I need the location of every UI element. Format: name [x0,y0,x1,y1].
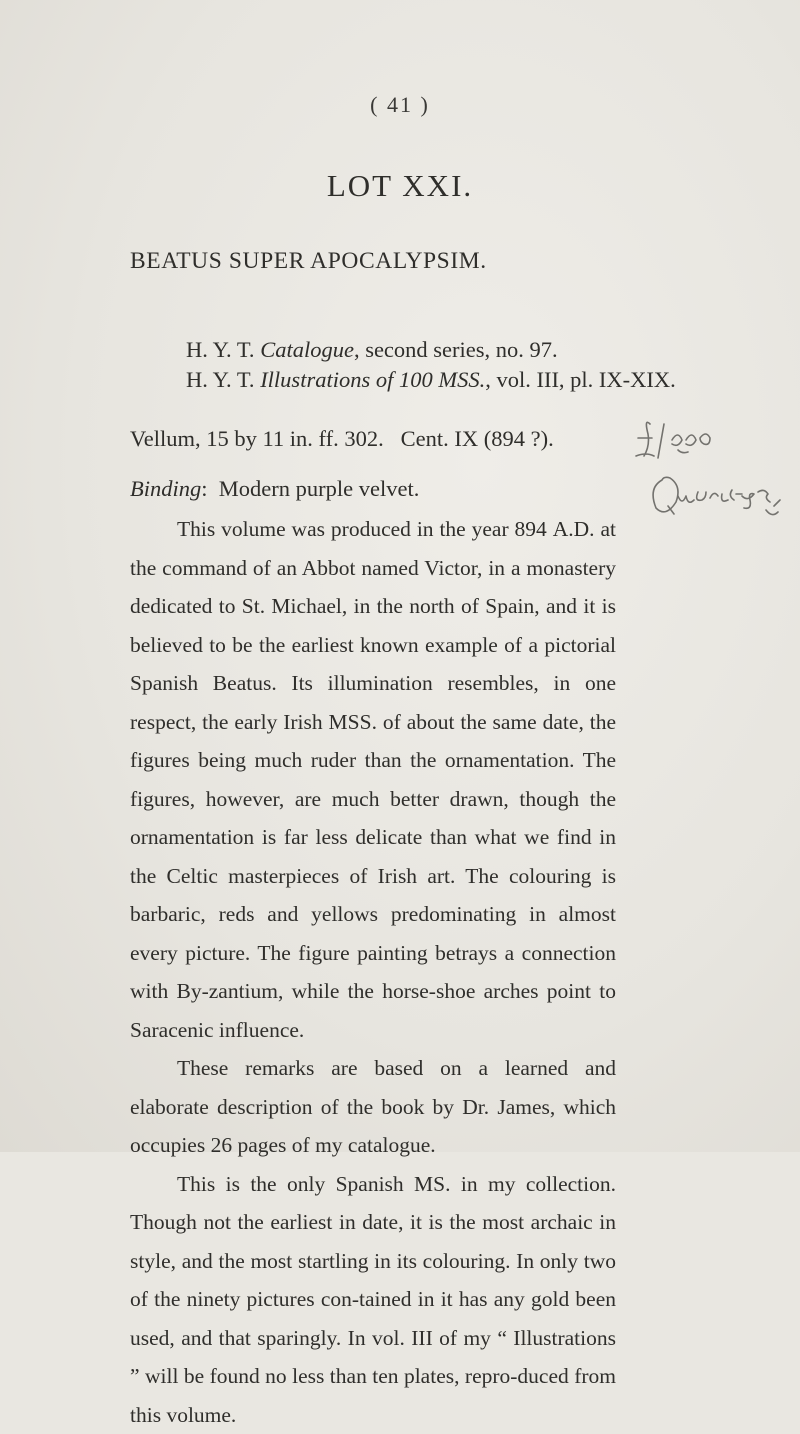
reference-catalogue [186,337,558,363]
paragraph-1 [130,510,616,1049]
reference-prefix: H. Y. T. [186,337,260,362]
vellum-description: Vellum, 15 by 11 in. ff. 302. Cent. IX (894 ?). [130,426,554,452]
description-body [130,510,616,1434]
reference-illustrations [186,367,676,393]
page-number: ( 41 ) [0,92,800,118]
era-label: A.D. [553,517,595,541]
lot-heading: LOT XXI. [0,168,800,204]
paragraph-3: This is the only Spanish MS. in my collection. Though not the earliest in date, it is the most archaic in style, and the most startling in its colouring. In only two of the ninety pictures con-tained in it has any gold been used, and that sparingly. In vol. III of my “ Illustrations ” will be found no less than ten plates, repro-duced from this volume. [130,1165,616,1434]
paragraph-1-part-1: This volume was produced in the year 894 [177,517,553,541]
binding-value: : Modern purple velvet. [201,476,419,501]
work-title: BEATUS SUPER APOCALYPSIM. [130,248,487,275]
paragraph-1-part-2: at the command of an Abbot named Victor, in a monastery dedicated to St. Michael, in the north of Spain, and it is believed to be the earliest known example of a pictorial Spanish Beatus. Its illumination resembles, in one respect, the early Irish MSS. of about the same date, the figures being much ruder than the ornamentation. The figures, however, are much better drawn, though the ornamentation is far less delicate than what we find in the Celtic masterpieces of Irish art. The colouring is barbaric, reds and yellows predominating in almost every picture. The figure painting betrays a connection with By-zantium, while the horse-shoe arches point to Saracenic influence. [130,517,616,1042]
handwritten-annotation [628,410,800,540]
reference-suffix: , vol. III, pl. IX-XIX. [485,367,676,392]
binding-label: Binding [130,476,201,501]
pencil-note-icon [628,410,800,540]
paragraph-2: These remarks are based on a learned and elaborate description of the book by Dr. James, which occupies 26 pages of my catalogue. [130,1049,616,1165]
reference-suffix: , second series, no. 97. [354,337,558,362]
binding-description [130,476,419,502]
reference-prefix: H. Y. T. [186,367,260,392]
reference-title: Illustrations of 100 MSS. [260,367,485,392]
reference-title: Catalogue [260,337,354,362]
